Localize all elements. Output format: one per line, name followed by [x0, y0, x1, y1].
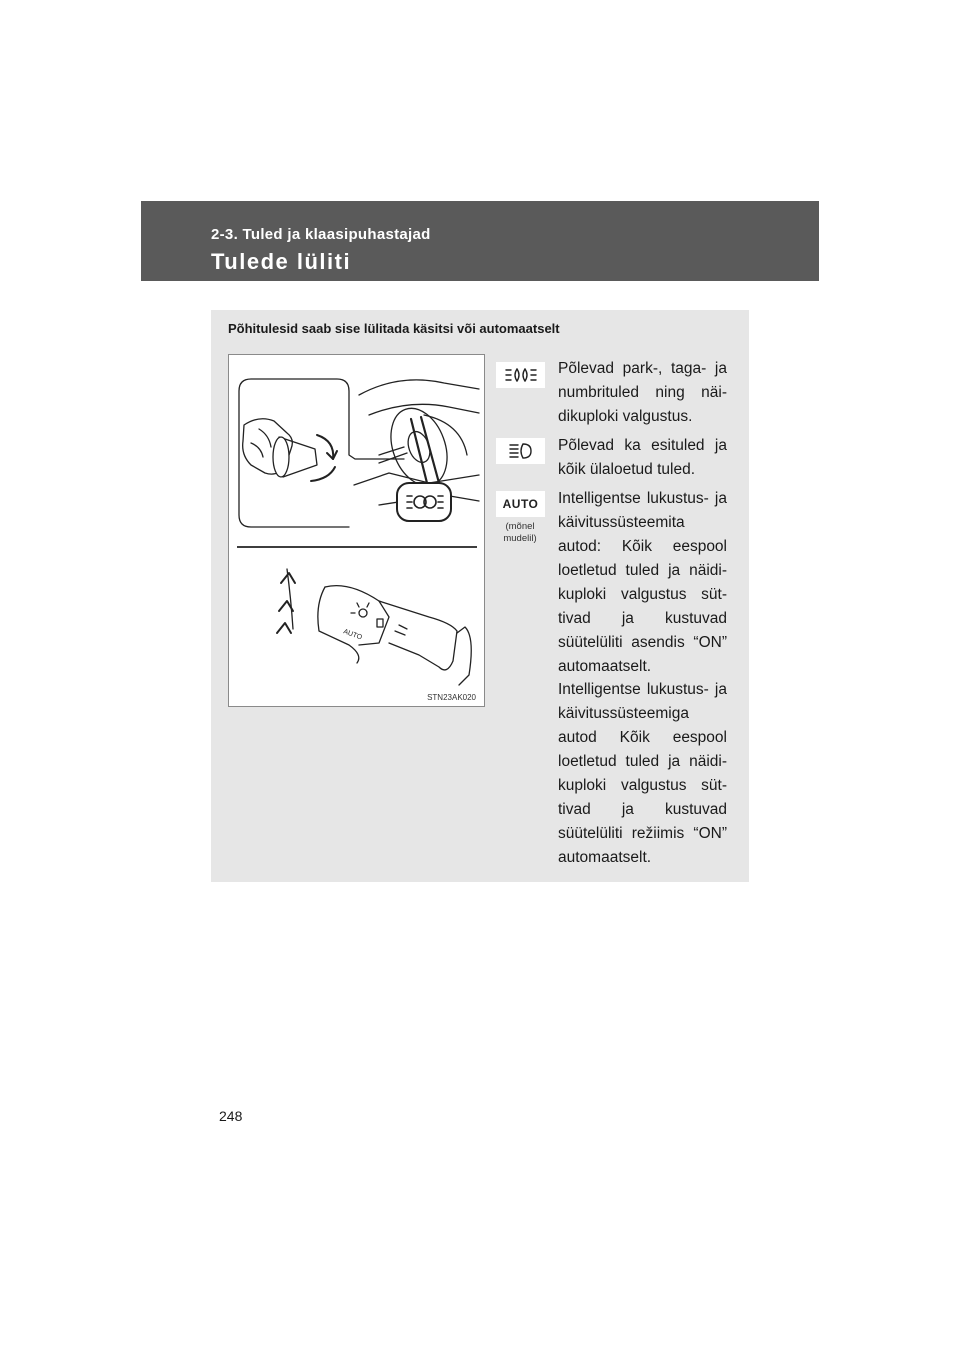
- model-note: (mõnel mudelil): [503, 521, 537, 544]
- section-header: [141, 201, 819, 281]
- page-title: Tulede lüliti: [211, 249, 352, 274]
- content-panel: [211, 310, 749, 882]
- light-switch-illustration: [228, 354, 485, 707]
- auto-description-with-smart-key: Intelligentse lukustus- ja käivitussüsteemiga autod Kõik eespool loetletud tuled ja näidi-kuploki valgustus süt-tivad ja kustuvad süütelüliti režiimis “ON” automaatselt.: [558, 681, 727, 866]
- page-number: 248: [219, 1108, 243, 1124]
- auto-description-without-smart-key: Intelligentse lukustus- ja käivitussüsteemita autod: Kõik eespool loetletud tuled ja näidi-kuploki valgustus süt-tivad ja kustuvad süütelüliti asendis “ON” automaatselt.: [558, 490, 727, 675]
- parking-lights-symbol: [496, 362, 545, 388]
- section-label: 2-3. Tuled ja klaasipuhastajad: [211, 226, 431, 243]
- headlights-description: Põlevad ka esituled ja kõik ülaloetud tuled.: [558, 437, 727, 478]
- svg-text:AUTO: AUTO: [342, 628, 363, 642]
- parking-lights-icon: [504, 366, 538, 384]
- parking-lights-description: Põlevad park-, taga- ja numbrituled ning näi-dikuploki valgustus.: [558, 360, 727, 425]
- headlights-symbol: [496, 438, 545, 464]
- auto-icon: AUTO: [502, 497, 539, 511]
- light-switch-drawing: [229, 355, 484, 706]
- auto-symbol: [496, 491, 545, 517]
- intro-text: Põhitulesid saab sise lülitada käsitsi või automaatselt: [228, 321, 560, 336]
- headlights-icon: [507, 442, 535, 460]
- figure-code: STN23AK020: [427, 693, 476, 702]
